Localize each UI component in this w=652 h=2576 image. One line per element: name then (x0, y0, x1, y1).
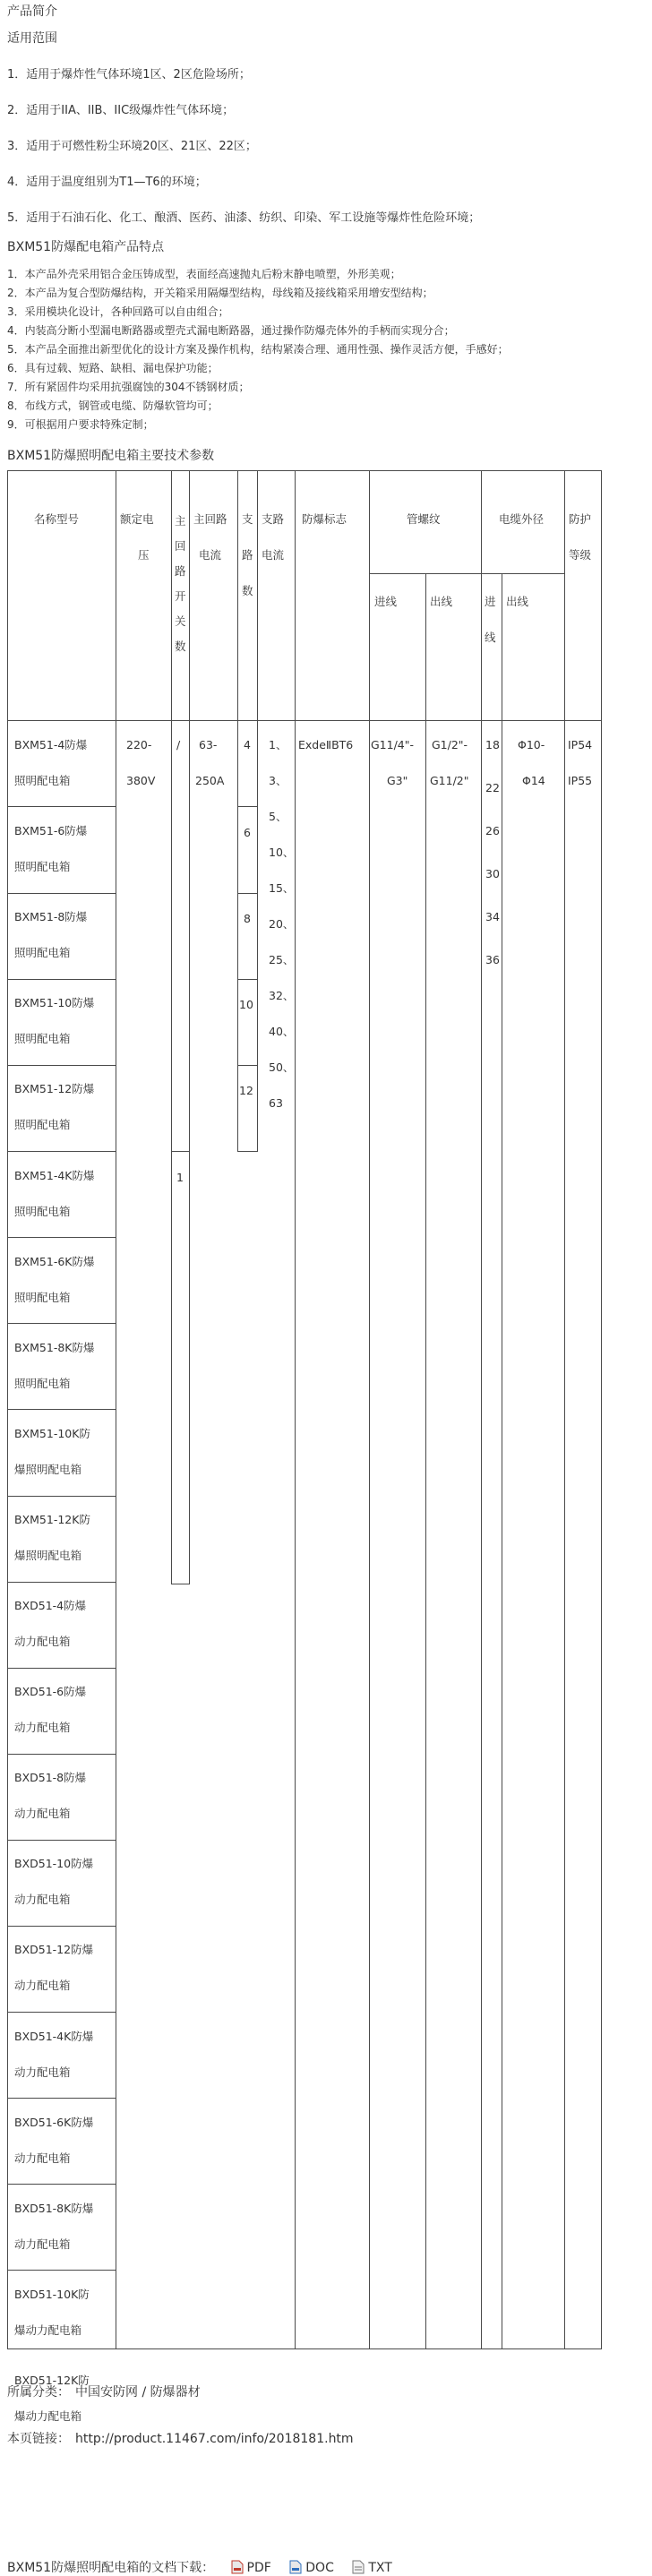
download-pdf-link[interactable] (231, 2561, 276, 2575)
cable-in-value: 18 (485, 738, 500, 751)
row-name-line1: BXM51-10K防 (14, 1427, 90, 1440)
branch-current-value: 10、 (269, 846, 295, 859)
cable-in-value: 34 (485, 910, 500, 923)
branch-current-value: 15、 (269, 881, 295, 895)
header-cable-in-2: 线 (485, 631, 496, 644)
row-name-line2: 照明配电箱 (14, 1291, 71, 1304)
main-current-cell: 63- (199, 738, 218, 751)
row-name-line2: 动力配电箱 (14, 2237, 71, 2251)
branch-current-value: 5、 (269, 810, 287, 823)
footer-category-label: 所属分类： (7, 2385, 70, 2400)
row-name-line2: 爆动力配电箱 (14, 2323, 82, 2337)
header-branch-2: 路 (242, 548, 253, 562)
download-txt-link[interactable] (352, 2561, 391, 2575)
branch-current-value: 63 (269, 1096, 283, 1110)
features-title: BXM51防爆配电箱产品特点 (7, 240, 165, 254)
header-main-current: 主回路 (193, 512, 227, 526)
row-name-line1: BXD51-8防爆 (14, 1771, 87, 1784)
row-name-line1: BXM51-6K防爆 (14, 1255, 95, 1268)
main-switch-cell-2: 1 (176, 1171, 184, 1184)
feature-item: 2．本产品为复合型防爆结构，开关箱采用隔爆型结构，母线箱及接线箱采用增安型结构； (7, 287, 433, 299)
protection-cell: IP54 (568, 738, 593, 751)
row-name-line2: 动力配电箱 (14, 2151, 71, 2165)
download-txt-label: TXT (368, 2561, 392, 2575)
branch-current-value: 3、 (269, 774, 287, 787)
ex-mark-cell: ExdeⅡBT6 (298, 738, 354, 751)
row-name-line2: 照明配电箱 (14, 1032, 71, 1045)
feature-item: 5．本产品全面推出新型优化的设计方案及操作机构，结构紧凑合理、通用性强、操作灵活方便，手感好； (7, 343, 509, 356)
row-name-line2: 动力配电箱 (14, 2065, 71, 2079)
branch-count: 12 (239, 1084, 253, 1097)
footer-page-url[interactable]: http://product.11467.com/info/2018181.htm (75, 2432, 354, 2446)
branch-current-value: 40、 (269, 1025, 295, 1038)
row-name-line1: BXD51-8K防爆 (14, 2202, 94, 2215)
row-name-line1: BXM51-12防爆 (14, 1082, 95, 1095)
row-name-line1: BXD51-6防爆 (14, 1685, 87, 1698)
row-name-line1: BXD51-4K防爆 (14, 2030, 94, 2043)
cable-in-value: 36 (485, 953, 500, 966)
download-row (7, 2558, 392, 2576)
download-doc-link[interactable] (289, 2561, 338, 2575)
row-name-line2: 爆照明配电箱 (14, 1549, 82, 1562)
scope-title: 适用范围 (7, 31, 57, 46)
header-cable-in: 进 (485, 595, 496, 608)
cable-in-value: 26 (485, 824, 500, 837)
branch-count: 10 (239, 998, 253, 1011)
row-name-line1: BXD51-6K防爆 (14, 2116, 94, 2129)
header-main-current-2: 电流 (199, 548, 222, 562)
intro-title: 产品简介 (7, 4, 57, 19)
header-voltage-2: 压 (138, 548, 150, 562)
pipe-out-cell: G1/2"- (432, 738, 468, 751)
header-pipe-out: 出线 (430, 595, 453, 608)
scope-item: 3．适用于可燃性粉尘环境20区、21区、22区； (7, 140, 257, 153)
feature-item: 3．采用模块化设计，各种回路可以自由组合； (7, 305, 229, 318)
header-cable-out: 出线 (506, 595, 529, 608)
row-name-line1: BXM51-8防爆 (14, 910, 88, 923)
header-branch: 支 (242, 512, 253, 526)
branch-current-value: 1、 (269, 738, 287, 751)
footer-category (7, 2383, 201, 2400)
header-protection-2: 等级 (569, 548, 592, 562)
voltage-cell: 220- (126, 738, 152, 751)
row-name-line2: 爆动力配电箱 (14, 2409, 82, 2423)
txt-icon (352, 2560, 365, 2574)
row-name-line2: 照明配电箱 (14, 1205, 71, 1218)
scope-item: 4．适用于温度组别为T1—T6的环境； (7, 176, 207, 189)
voltage-cell-2: 380V (126, 774, 156, 787)
row-name-line1: BXM51-4防爆 (14, 738, 88, 751)
download-label: BXM51防爆照明配电箱的文档下载： (7, 2561, 215, 2575)
download-pdf-label: PDF (246, 2561, 271, 2575)
feature-item: 4．内装高分断小型漏电断路器或塑壳式漏电断路器，通过操作防爆壳体外的手柄而实现分合； (7, 324, 455, 337)
row-name-line2: 动力配电箱 (14, 1979, 71, 1992)
header-protection: 防护 (569, 512, 592, 526)
row-name-line1: BXD51-4防爆 (14, 1599, 87, 1612)
branch-current-value: 32、 (269, 989, 295, 1002)
download-doc-label: DOC (305, 2561, 334, 2575)
scope-item: 2．适用于IIA、IIB、IIC级爆炸性气体环境； (7, 104, 235, 117)
row-name-line1: BXM51-8K防爆 (14, 1341, 95, 1354)
main-switch-cell: / (176, 738, 181, 751)
row-name-line1: BXM51-4K防爆 (14, 1169, 95, 1182)
scope-item: 1．适用于爆炸性气体环境1区、2区危险场所； (7, 68, 251, 82)
branch-current-value: 25、 (269, 953, 295, 966)
row-name-line2: 爆照明配电箱 (14, 1463, 82, 1476)
row-name-line2: 照明配电箱 (14, 1377, 71, 1390)
protection-cell-2: IP55 (568, 774, 593, 787)
branch-current-value: 50、 (269, 1060, 295, 1074)
row-name-line2: 照明配电箱 (14, 946, 71, 959)
scope-item: 5．适用于石油石化、化工、酿酒、医药、油漆、纺织、印染、军工设施等爆炸性危险环境； (7, 211, 481, 225)
pipe-in-cell-2: G3" (387, 774, 408, 787)
branch-count: 6 (244, 826, 251, 839)
branch-count: 8 (244, 912, 251, 925)
row-name-line1: BXD51-10防爆 (14, 1857, 94, 1870)
feature-item: 6．具有过载、短路、缺相、漏电保护功能； (7, 362, 219, 374)
branch-count: 4 (244, 738, 251, 751)
row-name-line2: 动力配电箱 (14, 1893, 71, 1906)
pipe-in-cell: G11/4"- (371, 738, 415, 751)
header-pipe-thread: 管螺纹 (407, 512, 441, 526)
cable-out-cell: Φ10- (518, 738, 545, 751)
row-name-line1: BXM51-12K防 (14, 1513, 90, 1526)
header-branch-3: 数 (242, 584, 253, 597)
row-name-line2: 照明配电箱 (14, 774, 71, 787)
row-name-line2: 照明配电箱 (14, 1118, 71, 1131)
header-main-switch: 主回路开关数 (175, 514, 186, 653)
pdf-icon (231, 2560, 244, 2574)
row-name-line2: 动力配电箱 (14, 1635, 71, 1648)
footer-link-label: 本页链接： (7, 2432, 70, 2446)
header-ex-mark: 防爆标志 (302, 512, 347, 526)
header-name: 名称型号 (34, 512, 80, 526)
row-name-line1: BXM51-6防爆 (14, 824, 88, 837)
feature-item: 7．所有紧固件均采用抗强腐蚀的304不锈钢材质； (7, 381, 250, 393)
feature-item: 8．布线方式，钢管或电缆、防爆软管均可； (7, 399, 219, 412)
header-cable-od: 电缆外径 (499, 512, 545, 526)
footer-category-link[interactable]: 中国安防网 / 防爆器材 (75, 2385, 201, 2400)
branch-current-value: 20、 (269, 917, 295, 931)
feature-item: 9．可根据用户要求特殊定制； (7, 418, 154, 431)
cable-out-cell-2: Φ14 (522, 774, 545, 787)
cable-in-value: 22 (485, 781, 500, 794)
footer-link (7, 2429, 354, 2447)
row-name-line2: 动力配电箱 (14, 1807, 71, 1820)
row-name-line1: BXM51-10防爆 (14, 996, 95, 1009)
row-name-line1: BXD51-10K防 (14, 2288, 90, 2301)
row-name-line1: BXD51-12防爆 (14, 1943, 94, 1956)
header-pipe-in: 进线 (374, 595, 398, 608)
cable-in-value: 30 (485, 867, 500, 880)
pipe-out-cell-2: G11/2" (430, 774, 469, 787)
header-branch-current: 支路 (262, 512, 285, 526)
row-name-line1: BXD51-12K防 (14, 2374, 90, 2387)
header-branch-current-2: 电流 (262, 548, 285, 562)
row-name-line2: 动力配电箱 (14, 1721, 71, 1734)
row-name-line2: 照明配电箱 (14, 860, 71, 873)
header-voltage: 额定电 (120, 512, 154, 526)
feature-item: 1．本产品外壳采用铝合金压铸成型，表面经高速抛丸后粉末静电喷塑，外形美观； (7, 268, 401, 280)
main-current-cell-2: 250A (195, 774, 225, 787)
doc-icon (289, 2560, 302, 2574)
table-title: BXM51防爆照明配电箱主要技术参数 (7, 449, 215, 463)
